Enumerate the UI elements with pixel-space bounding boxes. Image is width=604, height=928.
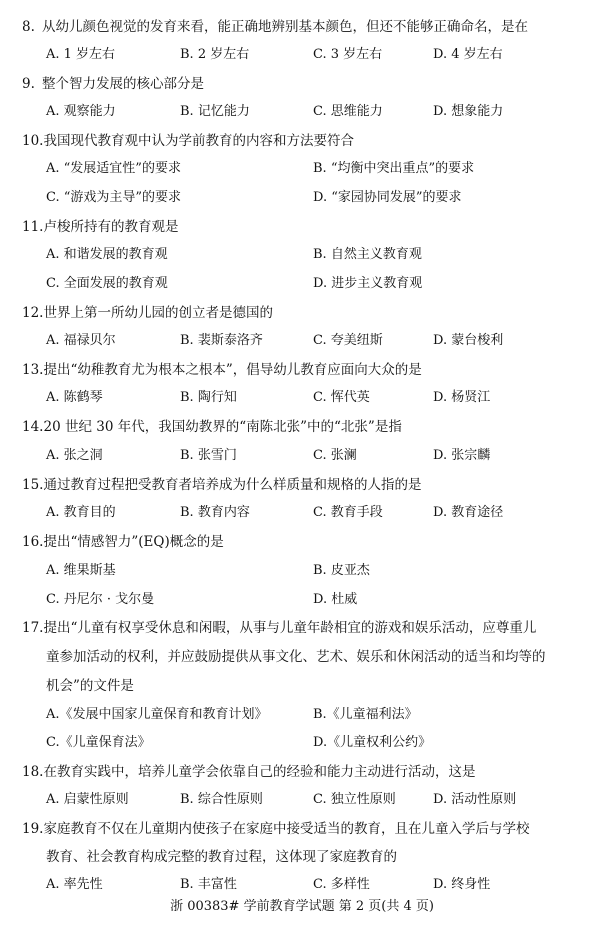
question-19-stem: 19.家庭教育不仅在儿童期内使孩子在家庭中接受适当的教育，且在儿童入学后与学校 — [22, 821, 530, 837]
question-17-option-c: C.《儿童保育法》 — [46, 735, 151, 750]
question-18-option-b: B. 综合性原则 — [180, 792, 263, 807]
question-17-option-b: B.《儿童福利法》 — [313, 707, 418, 722]
question-15-option-c: C. 教育手段 — [313, 505, 383, 520]
question-18-stem: 18.在教育实践中，培养儿童学会依靠自己的经验和能力主动进行活动，这是 — [22, 764, 476, 780]
question-17-stem-line-2: 童参加活动的权利，并应鼓励提供从事文化、艺术、娱乐和休闲活动的适当和均等的 — [46, 649, 546, 665]
question-10-option-b: B. “均衡中突出重点”的要求 — [313, 161, 475, 176]
question-16-option-b: B. 皮亚杰 — [313, 563, 370, 578]
question-12-option-c: C. 夸美纽斯 — [313, 333, 383, 348]
question-9-option-b: B. 记忆能力 — [180, 104, 250, 119]
question-14-option-d: D. 张宗麟 — [433, 448, 491, 463]
question-17-stem: 17.提出“儿童有权享受休息和闲暇，从事与儿童年龄相宜的游戏和娱乐活动，应尊重儿 — [22, 620, 537, 636]
question-16-stem: 16.提出“情感智力”(EQ)概念的是 — [22, 534, 224, 550]
question-15-option-d: D. 教育途径 — [433, 505, 504, 520]
question-19-option-a: A. 率先性 — [46, 877, 103, 892]
question-14-option-a: A. 张之洞 — [46, 448, 103, 463]
question-17-stem-line-3: 机会”的文件是 — [46, 678, 134, 694]
question-11-option-a: A. 和谐发展的教育观 — [46, 247, 168, 262]
question-8-option-c: C. 3 岁左右 — [313, 47, 383, 62]
question-16-option-c: C. 丹尼尔 · 戈尔曼 — [46, 592, 155, 607]
question-18-option-c: C. 独立性原则 — [313, 792, 396, 807]
page-footer: 浙 00383# 学前教育学试题 第 2 页(共 4 页) — [170, 899, 434, 914]
question-9-option-c: C. 思维能力 — [313, 104, 383, 119]
question-12-stem: 12.世界上第一所幼儿园的创立者是德国的 — [22, 305, 273, 321]
question-11-stem: 11.卢梭所持有的教育观是 — [22, 219, 179, 235]
question-11-option-b: B. 自然主义教育观 — [313, 247, 422, 262]
question-9-option-d: D. 想象能力 — [433, 104, 504, 119]
question-19-option-d: D. 终身性 — [433, 877, 491, 892]
question-17-option-a: A.《发展中国家儿童保育和教育计划》 — [46, 707, 268, 722]
question-12-option-b: B. 裴斯泰洛齐 — [180, 333, 263, 348]
question-19-option-b: B. 丰富性 — [180, 877, 237, 892]
question-15-stem: 15.通过教育过程把受教育者培养成为什么样质量和规格的人指的是 — [22, 477, 422, 493]
question-8-option-b: B. 2 岁左右 — [180, 47, 250, 62]
question-12-option-a: A. 福禄贝尔 — [46, 333, 116, 348]
question-14-option-b: B. 张雪门 — [180, 448, 237, 463]
question-8-option-a: A. 1 岁左右 — [46, 47, 116, 62]
question-18-option-d: D. 活动性原则 — [433, 792, 517, 807]
question-11-option-c: C. 全面发展的教育观 — [46, 276, 168, 291]
question-19-stem-line-2: 教育、社会教育构成完整的教育过程，这体现了家庭教育的 — [46, 849, 397, 865]
question-13-option-a: A. 陈鹤琴 — [46, 390, 103, 405]
question-15-option-b: B. 教育内容 — [180, 505, 250, 520]
question-8-option-d: D. 4 岁左右 — [433, 47, 503, 62]
question-11-option-d: D. 进步主义教育观 — [313, 276, 423, 291]
question-10-option-d: D. “家园协同发展”的要求 — [313, 190, 462, 205]
question-17-option-d: D.《儿童权利公约》 — [313, 735, 432, 750]
question-10-option-c: C. “游戏为主导”的要求 — [46, 190, 182, 205]
question-16-option-a: A. 维果斯基 — [46, 563, 116, 578]
question-16-option-d: D. 杜威 — [313, 592, 358, 607]
question-13-stem: 13.提出“幼稚教育尤为根本之根本”，倡导幼儿教育应面向大众的是 — [22, 362, 422, 378]
question-13-option-d: D. 杨贤江 — [433, 390, 491, 405]
question-10-option-a: A. “发展适宜性”的要求 — [46, 161, 181, 176]
question-10-stem: 10.我国现代教育观中认为学前教育的内容和方法要符合 — [22, 133, 354, 149]
question-9-stem: 9. 整个智力发展的核心部分是 — [22, 76, 204, 92]
question-14-stem: 14.20 世纪 30 年代，我国幼教界的“南陈北张”中的“北张”是指 — [22, 419, 402, 435]
question-13-option-c: C. 恽代英 — [313, 390, 370, 405]
question-8-stem: 8. 从幼儿颜色视觉的发育来看，能正确地辨别基本颜色，但还不能够正确命名，是在 — [22, 19, 528, 35]
question-12-option-d: D. 蒙台梭利 — [433, 333, 504, 348]
question-18-option-a: A. 启蒙性原则 — [46, 792, 129, 807]
question-15-option-a: A. 教育目的 — [46, 505, 116, 520]
question-14-option-c: C. 张澜 — [313, 448, 357, 463]
question-13-option-b: B. 陶行知 — [180, 390, 237, 405]
question-19-option-c: C. 多样性 — [313, 877, 370, 892]
question-9-option-a: A. 观察能力 — [46, 104, 116, 119]
